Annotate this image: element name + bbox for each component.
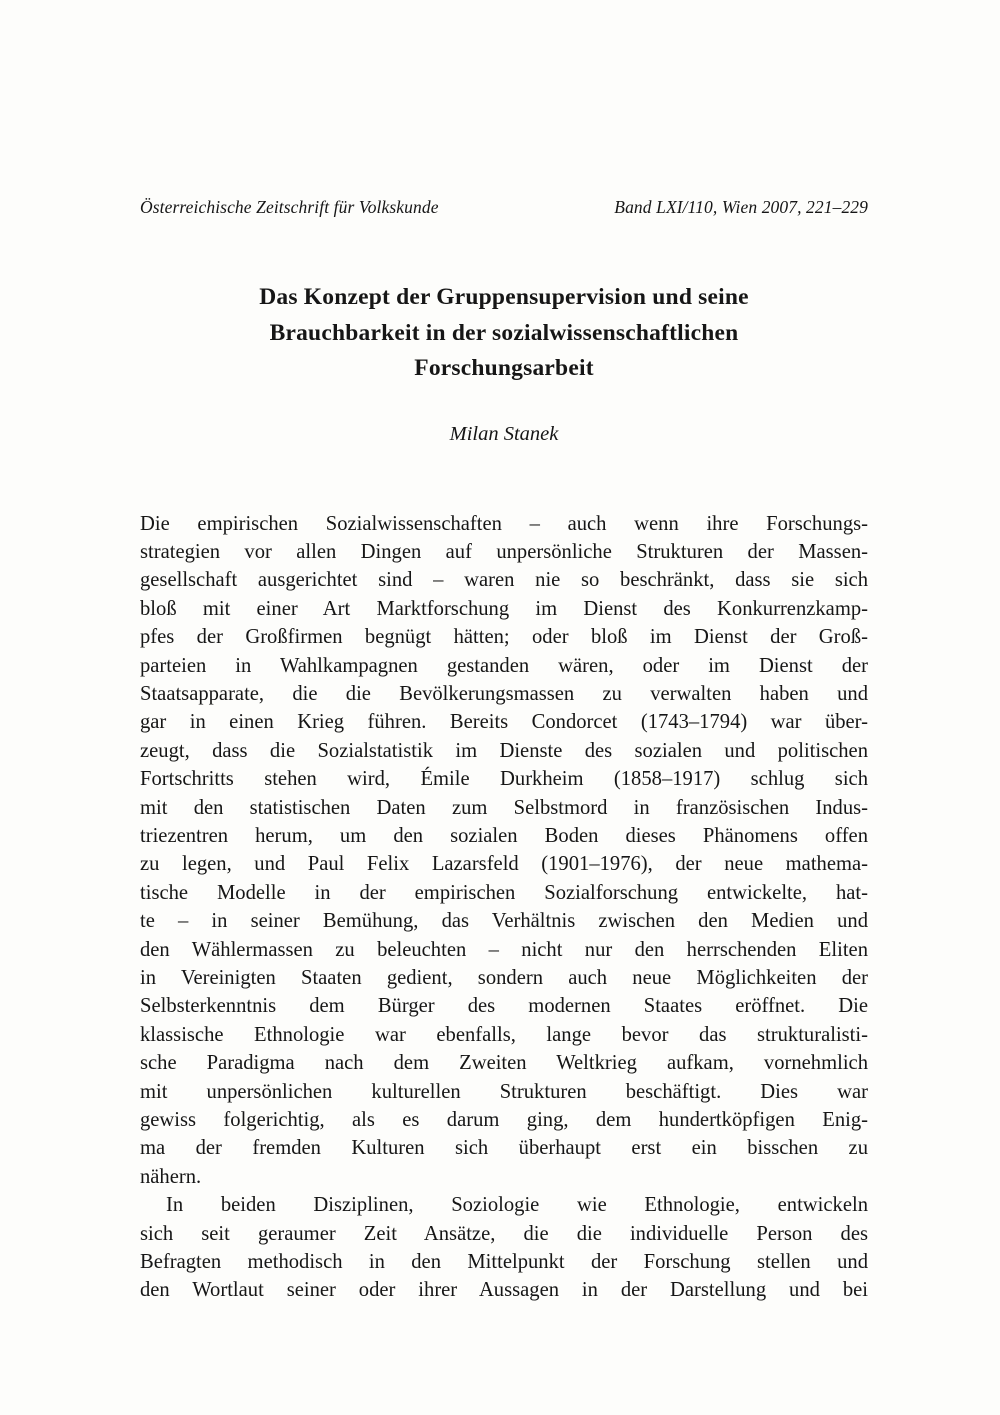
journal-name: Österreichische Zeitschrift für Volkskunde [140,197,439,217]
body-line: te – in seiner Bemühung, das Verhältnis zwischen den Medien und [140,910,868,933]
body-line: mit unpersönlichen kulturellen Strukturen beschäftigt. Dies war [140,1080,868,1103]
body-line: in Vereinigten Staaten gedient, sondern auch neue Möglichkeiten der [140,967,868,989]
body-line: zu legen, und Paul Felix Lazarsfeld (1901–1976), der neue mathema- [140,853,868,876]
body-line: Befragten methodisch in den Mittelpunkt der Forschung stellen und [140,1251,868,1274]
body-line: zeugt, dass die Sozialstatistik im Dienste des sozialen und politischen [140,739,868,762]
body-line: ma der fremden Kulturen sich überhaupt erst ein bisschen zu [140,1137,868,1160]
body-line: In beiden Disziplinen, Soziologie wie Ethnologie, entwickeln [166,1194,868,1217]
body-text [140,510,868,1305]
body-line: Fortschritts stehen wird, Émile Durkheim (1858–1917) schlug sich [140,768,868,791]
paragraph [140,1191,868,1305]
page-header [140,197,868,218]
body-line: den Wählermassen zu beleuchten – nicht nur den herrschenden Eliten [140,938,868,961]
body-line: gar in einen Krieg führen. Bereits Condorcet (1743–1794) war über- [140,711,868,734]
body-line: triezentren herum, um den sozialen Boden dieses Phänomens offen [140,824,868,847]
body-line: mit den statistischen Daten zum Selbstmord in französischen Indus- [140,796,868,819]
body-line: gesellschaft ausgerichtet sind – waren nie so beschränkt, dass sie sich [140,569,868,592]
body-line: Die empirischen Sozialwissenschaften – auch wenn ihre Forschungs- [140,512,868,535]
body-line: parteien in Wahlkampagnen gestanden wären, oder im Dienst der [140,654,868,677]
body-line: gewiss folgerichtig, als es darum ging, dem hundertköpfigen Enig- [140,1109,868,1132]
title-line: Brauchbarkeit in der sozialwissenschaftlichen [269,319,739,346]
title-line: Forschungsarbeit [414,355,594,381]
body-line: strategien vor allen Dingen auf unpersönliche Strukturen der Massen- [140,540,868,563]
paragraph [140,510,868,1192]
body-line: sche Paradigma nach dem Zweiten Weltkrieg aufkam, vornehmlich [140,1052,868,1075]
body-line: tische Modelle in der empirischen Sozialforschung entwickelte, hat- [140,881,868,904]
issue-info: Band LXI/110, Wien 2007, 221–229 [614,197,868,217]
body-line: Selbsterkenntnis dem Bürger des modernen Staates eröffnet. Die [140,995,868,1018]
body-line: sich seit geraumer Zeit Ansätze, die die individuelle Person des [140,1222,868,1245]
title-line: Das Konzept der Gruppensupervision und seine [259,284,749,310]
body-line: bloß mit einer Art Marktforschung im Dienst des Konkurrenzkamp- [140,597,868,620]
body-line: den Wortlaut seiner oder ihrer Aussagen in der Darstellung und bei [140,1279,868,1302]
body-line: Staatsapparate, die die Bevölkerungsmassen zu verwalten haben und [140,682,868,705]
body-line: pfes der Großfirmen begnügt hätten; oder bloß im Dienst der Groß- [140,626,868,649]
body-line: nähern. [140,1165,202,1188]
article-title [140,280,868,387]
author-name: Milan Stanek [449,422,559,445]
body-line: klassische Ethnologie war ebenfalls, lange bevor das strukturalisti- [140,1023,868,1046]
